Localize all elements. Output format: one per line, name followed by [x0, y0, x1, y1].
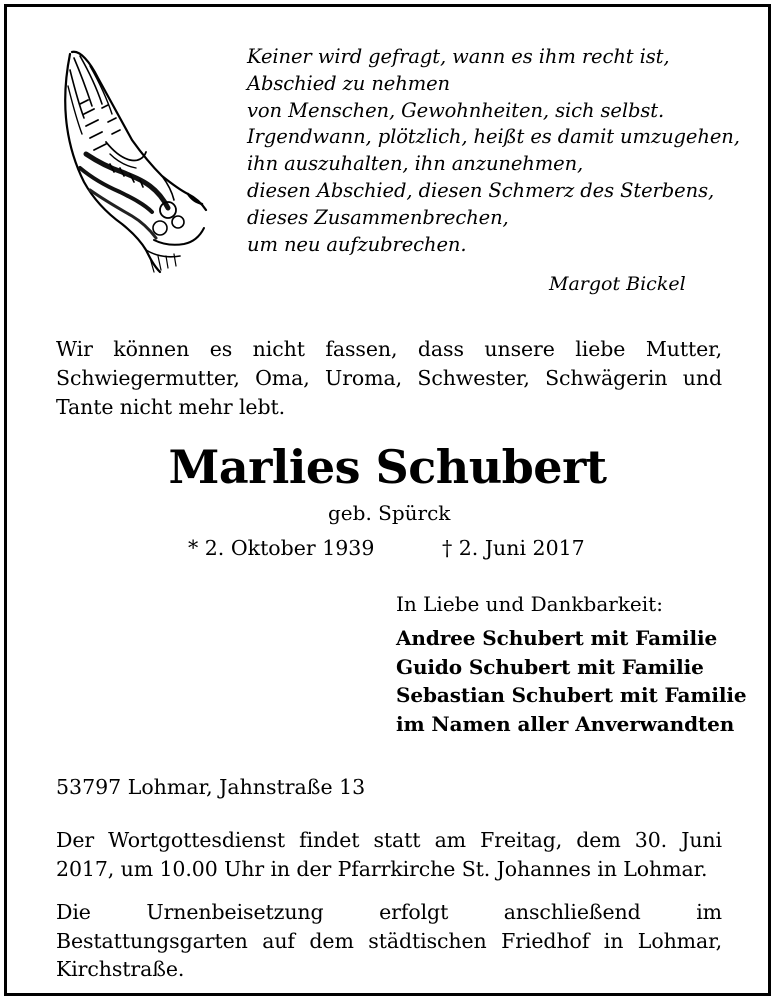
mourner-item: Sebastian Schubert mit Familie	[396, 683, 747, 708]
poem-author: Margot Bickel	[549, 273, 686, 295]
poem-line: um neu aufzubrechen.	[247, 232, 467, 256]
maiden-name: geb. Spürck	[328, 501, 451, 525]
mourner-item: Andree Schubert mit Familie	[396, 626, 718, 650]
burial-info: Die Urnenbeisetzung erfolgt anschließend im Bestattungsgarten auf dem städtischen Friedhof in Lohmar, Kirchstraße.	[56, 900, 722, 981]
closing-phrase: In Liebe und Dankbarkeit:	[396, 592, 663, 616]
poem-line: Abschied zu nehmen	[247, 71, 450, 95]
service-info: Der Wortgottesdienst findet statt am Freitag, dem 30. Juni 2017, um 10.00 Uhr in der Pfarrkirche St. Johannes in Lohmar.	[56, 828, 722, 881]
poem-line: Keiner wird gefragt, wann es ihm recht ist,	[247, 45, 670, 68]
poem-line: dieses Zusammenbrechen,	[247, 205, 509, 229]
poem-line: diesen Abschied, diesen Schmerz des Sterbens,	[247, 178, 715, 202]
mourners-list	[396, 624, 747, 739]
mourner-item: im Namen aller Anverwandten	[396, 712, 735, 737]
death-date: † 2. Juni 2017	[442, 536, 585, 560]
poem	[247, 44, 747, 258]
poem-line: Irgendwann, plötzlich, heißt es damit umzugehen,	[247, 125, 740, 149]
praying-hands-icon	[50, 44, 210, 276]
intro-text: Wir können es nicht fassen, dass unsere liebe Mutter, Schwiegermutter, Oma, Uroma, Schwester, Schwägerin und Tante nicht mehr lebt.	[56, 337, 722, 419]
deceased-name: Marlies Schubert	[168, 440, 607, 494]
address: 53797 Lohmar, Jahnstraße 13	[56, 775, 366, 799]
poem-line: ihn auszuhalten, ihn anzunehmen,	[247, 152, 584, 176]
mourner-item: Guido Schubert mit Familie	[396, 654, 704, 679]
poem-line: von Menschen, Gewohnheiten, sich selbst.	[247, 98, 665, 122]
birth-date: * 2. Oktober 1939	[188, 536, 375, 560]
